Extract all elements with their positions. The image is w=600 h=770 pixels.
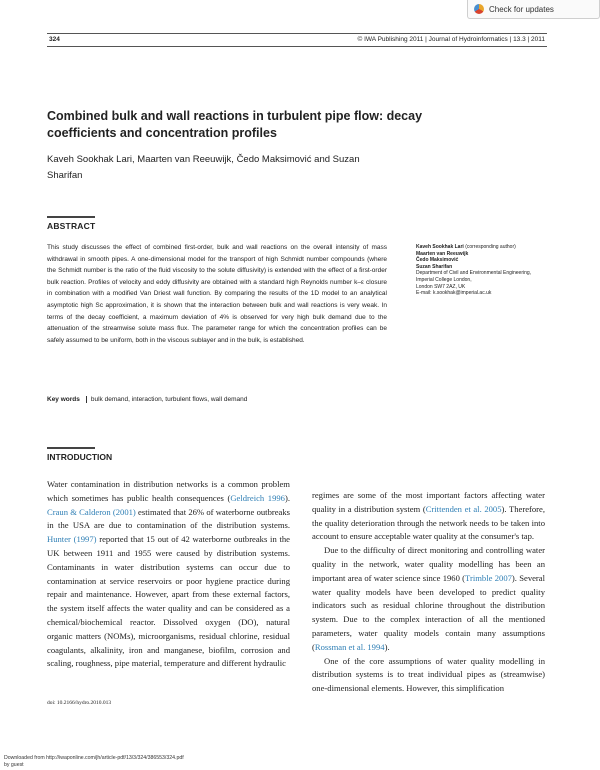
author-affiliation [416, 244, 566, 297]
citation-link[interactable]: Trimble 2007 [465, 572, 512, 583]
download-url: Downloaded from http://iwaponline.com/jh/article-pdf/13/3/324/386553/324.pdf [4, 755, 184, 761]
body-text: One of the core assumptions of water quality modelling in distribution systems is to treat individual pipes as (streamwise) one-dimensional elements. However, this simplification [312, 655, 545, 694]
aff-city: London SW7 2AZ, UK [416, 283, 466, 290]
keywords-line [47, 396, 247, 403]
author-list: Kaveh Sookhak Lari, Maarten van Reeuwijk, Čedo Maksimović and Suzan Sharifan [47, 154, 360, 181]
aff-author3: Čedo Maksimović [416, 257, 459, 264]
body-text: ). Therefore, the quality deterioration through the network needs to be taken into account to ensure acceptable water quality at the consumer's tap. [312, 503, 545, 542]
aff-email[interactable]: E-mail: k.sookhak@imperial.ac.uk [416, 290, 492, 297]
intro-paragraph-4 [312, 655, 545, 696]
body-column-left [47, 478, 290, 671]
citation-link[interactable]: Crittenden et al. 2005 [425, 503, 502, 514]
aff-author4: Suzan Sharifan [416, 263, 453, 270]
aff-dept: Department of Civil and Environmental Engineering, [416, 270, 532, 277]
keywords-divider [86, 396, 87, 403]
aff-author2: Maarten van Reeuwijk [416, 250, 469, 257]
running-header [47, 33, 547, 47]
abstract-heading: ABSTRACT [47, 221, 96, 231]
body-text: ). [284, 492, 290, 503]
body-text: ). Several water quality models have been developed to predict quality indicators such as residual chlorine throughout the distribution system. Due to the complex interaction of all the mentioned parameters, water quality models contain many assumptions ( [312, 572, 545, 652]
body-text: estimated that 26% of waterborne outbreaks in the USA are due to contamination of the distribution systems. [47, 506, 291, 531]
citation-link[interactable]: Rossman et al. 1994 [314, 641, 385, 652]
check-for-updates-button[interactable] [467, 0, 600, 19]
download-notice [4, 755, 184, 768]
citation-link[interactable]: Geldreich 1996 [230, 492, 285, 503]
body-text: ). [384, 641, 390, 652]
check-for-updates-label: Check for updates [489, 4, 554, 14]
crossmark-icon [474, 4, 484, 14]
download-guest: by guest [4, 761, 24, 768]
body-text: regimes are some of the most important factors affecting water quality in a distribution system ( [312, 490, 545, 514]
aff-author1: Kaveh Sookhak Lari [416, 244, 464, 250]
abstract-rule [47, 216, 95, 218]
intro-paragraph-1 [47, 478, 290, 671]
doi-line: doi: 10.2166/hydro.2010.013 [47, 700, 112, 706]
aff-corresponding: (corresponding author) [465, 244, 516, 250]
intro-paragraph-3 [312, 544, 545, 654]
aff-inst: Imperial College London, [416, 276, 472, 283]
body-text: reported that 15 out of 42 waterborne outbreaks in the UK between 1911 and 1955 were caused by distribution systems. Contaminants in water distribution systems can occur due to contamination at service reservoirs or poor hygiene practice during repair and maintenance. However, apart from these external factors, the system itself affects the water quality and can be considered as a chemical/biochemical reactor. Dissolved oxygen (DO), natural organic matters (NOMs), microorganisms, residual chlorine, residual coagulants, alkalinity, iron and manganese, biofilm, corrosion and scaling, roughness, pipe material, temperature and different hydraulic [47, 534, 290, 669]
body-text: Water contamination in distribution networks is a common problem which sometimes has public health consequences ( [47, 479, 290, 503]
citation-link[interactable]: Hunter (1997) [47, 534, 97, 545]
introduction-rule [47, 447, 95, 449]
citation-link[interactable]: Craun & Calderon (2001) [47, 506, 136, 517]
page-number: 324 [49, 36, 60, 43]
keywords-label: Key words [47, 396, 80, 403]
body-column-right [312, 489, 545, 696]
keywords-values: bulk demand, interaction, turbulent flows, wall demand [90, 396, 248, 403]
journal-info: © IWA Publishing 2011 | Journal of Hydroinformatics | 13.3 | 2011 [357, 36, 545, 43]
abstract-text: This study discusses the effect of combined first-order, bulk and wall reactions on the overall intensity of mass withdrawal in smooth pipes. A one-dimensional model for the transport of high Schmidt number compounds (where the Schmidt number is the ratio of the fluid viscosity to the solute diffusivity) is extended with the effect of a first-order bulk reaction. Profiles of velocity and eddy diffusivity are obtained with a standard high Reynolds number k–ε closure in combination with a modified Van Driest wall function. By comparing the results of the 1D model to an analytical asymptotic high Sc approximation, it is shown that the interaction between bulk and wall reactions is very weak. In terms of the decay coefficient, a maximum deviation of 4% is observed for very high bulk demand due to the attenuation of the streamwise solute mass flux. The parameter range for which the concentration profiles can be safely assumed to be uniform, both in the viscous sublayer and in the bulk, is established. [47, 244, 387, 344]
intro-paragraph-2 [312, 489, 545, 544]
introduction-heading: INTRODUCTION [47, 452, 113, 462]
article-title: Combined bulk and wall reactions in turbulent pipe flow: decay coefficients and concentration profiles [47, 109, 423, 140]
body-text: Due to the difficulty of direct monitoring and controlling water quality in the network, water quality modelling has been an important area of water science since 1960 ( [312, 545, 545, 583]
